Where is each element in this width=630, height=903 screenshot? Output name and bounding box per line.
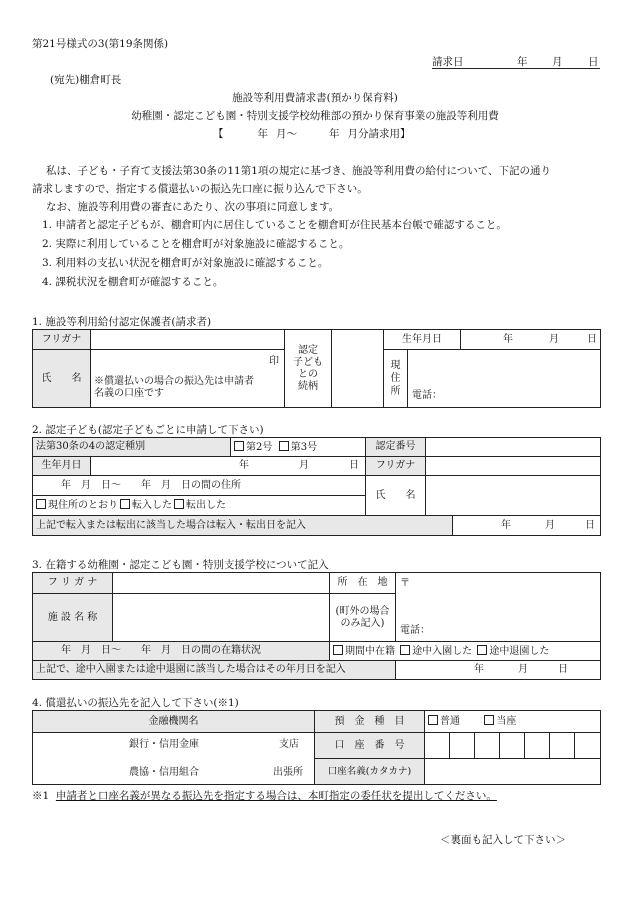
s1-seal: 印	[269, 356, 279, 367]
checkbox-left-midway[interactable]	[477, 645, 487, 655]
s1-furigana-input[interactable]	[91, 330, 285, 350]
s2-furigana-input[interactable]	[426, 457, 601, 476]
s4-account-digit-3[interactable]	[475, 733, 500, 759]
section3-table	[32, 572, 601, 680]
s4-branch-type2: 出張所	[273, 767, 303, 778]
s4-branch-type1: 支店	[279, 739, 299, 750]
s3-midway-date-input[interactable]	[396, 661, 601, 680]
checkbox-type3[interactable]	[279, 441, 289, 451]
s1-relation-input[interactable]	[332, 330, 384, 408]
back-side-note: ＜裏面も記入して下さい＞	[440, 834, 566, 846]
s3-enroll-options[interactable]: 期間中在籍 途中入園した 途中退園した	[330, 642, 601, 661]
s3-postal-mark: 〒	[400, 578, 410, 589]
s2-birth-year: 年	[239, 460, 249, 471]
s2-name-label: 氏 名	[366, 476, 426, 516]
section4-heading: 4. 償還払いの振込先を記入して下さい(※1)	[32, 697, 239, 709]
s4-account-digit-5[interactable]	[525, 733, 550, 759]
s2-move-month: 月	[545, 520, 555, 531]
s3-midway-day: 日	[558, 664, 568, 675]
request-date-field[interactable]	[432, 54, 600, 69]
s1-birth-day: 日	[587, 334, 597, 345]
checkbox-enrolled[interactable]	[333, 645, 343, 655]
s4-account-digit-7[interactable]	[575, 733, 601, 759]
s4-bank-type2: 農協・信用組合	[129, 767, 199, 778]
s3-midway-year: 年	[474, 664, 484, 675]
s1-name-input[interactable]	[91, 350, 285, 408]
s4-account-digit-4[interactable]	[500, 733, 525, 759]
s4-account-name-input[interactable]	[425, 759, 601, 785]
s2-birth-input[interactable]	[91, 457, 366, 476]
s4-bank-header: 金融機関名	[33, 711, 315, 733]
s2-period-label: 年 月 日～ 年 月 日の間の住所	[33, 476, 366, 496]
s4-bank-input[interactable]	[33, 733, 315, 785]
request-date-month: 月	[552, 56, 563, 68]
s1-address-input[interactable]	[408, 350, 601, 408]
s3-period-label: 年 月 日～ 年 月 日の間の在籍状況	[33, 642, 330, 661]
checkbox-current[interactable]	[484, 715, 494, 725]
s1-furigana-label: フリガナ	[33, 330, 91, 350]
s4-account-name-label: 口座名義(カタカナ)	[315, 759, 425, 785]
section1-table	[32, 329, 601, 408]
addressee: (宛先)棚倉町長	[50, 74, 122, 86]
s1-birth-input[interactable]	[461, 330, 601, 350]
checkbox-joined-midway[interactable]	[400, 645, 410, 655]
s2-type-options[interactable]: 第2号 第3号	[231, 438, 366, 457]
s4-account-digit-1[interactable]	[425, 733, 450, 759]
s3-furigana-label: フ リ ガ ナ	[33, 573, 113, 594]
s3-midway-month: 月	[518, 664, 528, 675]
s3-furigana-input[interactable]	[113, 573, 330, 594]
section2-heading: 2. 認定子ども(認定子どもごとに申請して下さい)	[32, 424, 264, 436]
s1-birth-month: 月	[549, 334, 559, 345]
consent-item-4: 4. 課税状況を棚倉町が確認すること。	[42, 276, 224, 288]
s2-furigana-label: フリガナ	[366, 457, 426, 476]
s2-address-options[interactable]: 現住所のとおり 転入した 転出した	[33, 496, 366, 516]
s4-account-digit-6[interactable]	[550, 733, 575, 759]
s2-birth-day: 日	[349, 460, 359, 471]
s4-deposit-type-options[interactable]: 普通 当座	[425, 711, 601, 733]
s2-birth-label: 生年月日	[33, 457, 91, 476]
checkbox-moved-out[interactable]	[174, 499, 184, 509]
s2-name-input[interactable]	[426, 476, 601, 516]
s2-move-note: 上記で転入または転出に該当した場合は転入・転出日を記入	[33, 516, 453, 536]
s2-cert-label: 認定番号	[366, 438, 426, 457]
consent-item-2: 2. 実際に利用していることを棚倉町が対象施設に確認すること。	[42, 238, 350, 250]
section3-heading: 3. 在籍する幼稚園・認定こども園・特別支援学校について記入	[32, 559, 329, 571]
s2-move-date-input[interactable]	[453, 516, 601, 536]
s3-location-input[interactable]	[396, 573, 601, 642]
s1-birth-year: 年	[503, 334, 513, 345]
s4-deposit-type-label: 預 金 種 目	[315, 711, 425, 733]
s2-birth-month: 月	[299, 460, 309, 471]
s1-birth-label: 生年月日	[384, 330, 461, 350]
s4-bank-type1: 銀行・信用金庫	[129, 739, 199, 750]
request-date-day: 日	[588, 56, 599, 68]
title-main: 施設等利用費請求書(預かり保育料)	[232, 92, 398, 104]
checkbox-type2[interactable]	[234, 441, 244, 451]
s3-facility-label: 施 設 名 称	[33, 594, 113, 642]
s2-type-label: 法第30条の4の認定種別	[33, 438, 231, 457]
s1-address-label: 現 住 所	[384, 350, 408, 408]
s3-outside-note: (町外の場合 のみ記入)	[330, 594, 396, 642]
s1-note: ※償還払いの場合の振込先は申請者 名義の口座です	[94, 376, 254, 399]
form-number: 第21号様式の3(第19条関係)	[32, 38, 169, 50]
title-period: 【 年 月～ 年 月分請求用】	[213, 128, 411, 140]
checkbox-moved-in[interactable]	[120, 499, 130, 509]
s1-name-label: 氏 名	[33, 350, 91, 408]
s3-location-label: 所 在 地	[330, 573, 396, 594]
checkbox-current-address[interactable]	[36, 499, 46, 509]
request-date-label: 請求日	[432, 56, 464, 68]
consent-item-1: 1. 申請者と認定子どもが、棚倉町内に居住していることを棚倉町が住民基本台帳で確認すること。	[42, 219, 507, 231]
s1-relation-label: 認定 子ども との 続柄	[285, 330, 332, 408]
section4-table	[32, 710, 601, 785]
s1-phone-label: 電話：	[412, 390, 442, 401]
s3-phone-label: 電話：	[400, 625, 430, 636]
s4-account-no-label: 口 座 番 号	[315, 733, 425, 759]
s2-move-day: 日	[585, 520, 595, 531]
intro-line1: 私は、子ども・子育て支援法第30条の11第1項の規定に基づき、施設等利用費の給付について、下記の通り	[46, 165, 552, 177]
s2-cert-input[interactable]	[426, 438, 601, 457]
title-subtitle: 幼稚園・認定こども園・特別支援学校幼稚部の預かり保育事業の施設等利用費	[131, 110, 499, 122]
footnote: ※1 申請者と口座名義が異なる振込先を指定する場合は、本町指定の委任状を提出してください。	[32, 790, 497, 802]
s4-account-digit-2[interactable]	[450, 733, 475, 759]
s2-move-year: 年	[501, 520, 511, 531]
section2-table	[32, 437, 601, 536]
s3-facility-input[interactable]	[113, 594, 330, 642]
intro-consent: なお、施設等利用費の審査にあたり、次の事項に同意します。	[46, 201, 340, 213]
checkbox-normal[interactable]	[428, 715, 438, 725]
request-date-year: 年	[517, 56, 528, 68]
section1-heading: 1. 施設等利用給付認定保護者(請求者)	[32, 316, 212, 328]
intro-line2: 請求しますので、指定する償還払いの振込先口座に振り込んで下さい。	[32, 183, 368, 195]
consent-item-3: 3. 利用料の支払い状況を棚倉町が対象施設に確認すること。	[42, 257, 329, 269]
s3-midway-note: 上記で、途中入園または途中退園に該当した場合はその年月日を記入	[33, 661, 396, 680]
